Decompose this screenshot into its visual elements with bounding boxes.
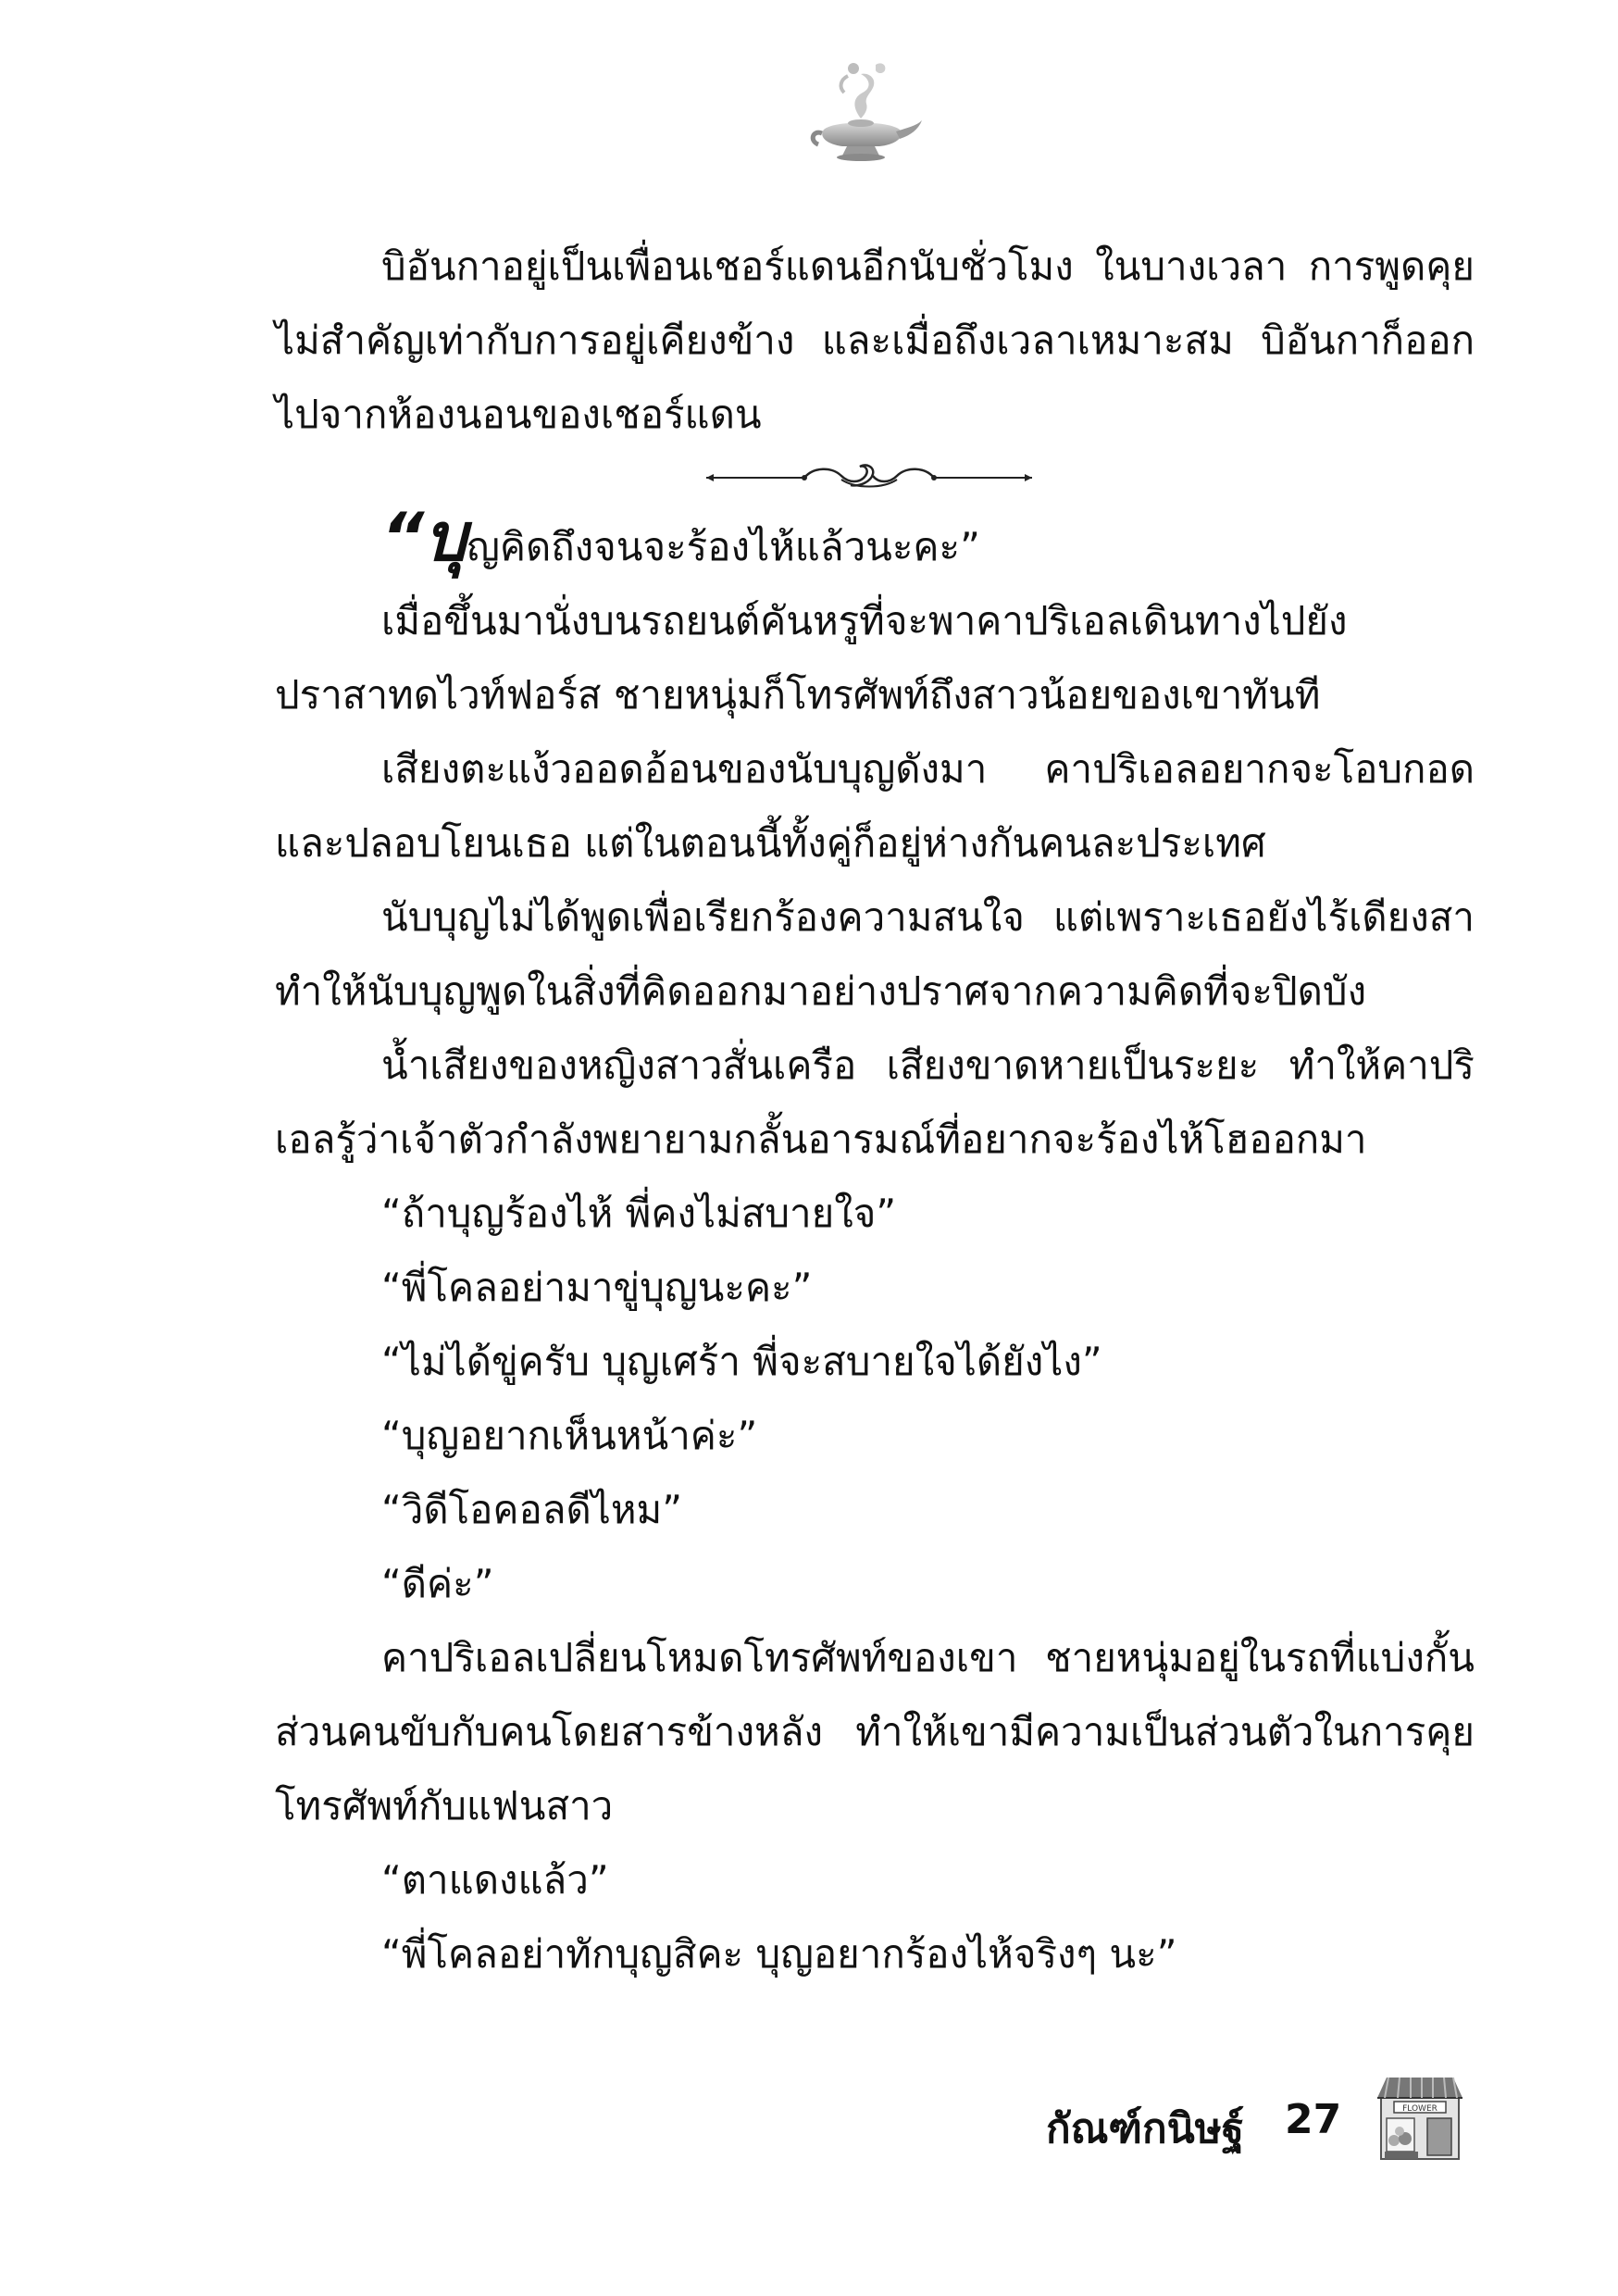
dialog-line: “ตาแดงแล้ว” [381, 1857, 609, 1903]
swirl-divider-icon [703, 459, 1036, 496]
dialog-line: “พี่โคลอย่าทักบุญสิคะ บุญอยากร้องไห้จริงๆ นะ” [381, 1931, 1177, 1977]
paragraph: เมื่อขึ้นมานั่งบนรถยนต์คันหรูที่จะพาคาปริเอลเดินทางไปยังปราสาทดไวท์ฟอร์ส ชายหนุ่มก็โทรศัพท์ถึงสาวน้อยของเขาทันที [275, 598, 1348, 718]
opening-rest: ญคิดถึงจนจะร้องไห้แล้วนะคะ” [467, 524, 980, 569]
page-footer [1046, 2074, 1472, 2166]
flower-shop-icon [1375, 2074, 1464, 2163]
dialog-line: “ไม่ได้ขู่ครับ บุญเศร้า พี่จะสบายใจได้ยังไง” [381, 1339, 1102, 1384]
paragraph: นับบุญไม่ได้พูดเพื่อเรียกร้องความสนใจ แต่เพราะเธอยังไร้เดียงสา ทำให้นับบุญพูดในสิ่งที่คิดออกมาอย่างปราศจากความคิดที่จะปิดบัง [275, 894, 1475, 1014]
paragraph: บิอันกาอยู่เป็นเพื่อนเชอร์แดนอีกนับชั่วโมง ในบางเวลา การพูดคุยไม่สำคัญเท่ากับการอยู่เคียงข้าง และเมื่อถึงเวลาเหมาะสม บิอันกาก็ออกไปจากห้องนอนของเชอร์แดน [275, 243, 1475, 437]
dialog-line: “ดีค่ะ” [381, 1561, 494, 1606]
paragraph: เสียงตะแง้วออดอ้อนของนับบุญดังมา คาปริเอลอยากจะโอบกอดและปลอบโยนเธอ แต่ในตอนนี้ทั้งคู่ก็อยู่ห่างกันคนละประเทศ [275, 746, 1475, 866]
page-number: 27 [1285, 2096, 1342, 2143]
dialog-line: “พี่โคลอย่ามาขู่บุญนะคะ” [381, 1265, 813, 1310]
dialog-line: “วิดีโอคอลดีไหม” [381, 1487, 682, 1532]
opening-line [275, 498, 1475, 584]
drop-quote: “ [381, 498, 425, 576]
paragraph: คาปริเอลเปลี่ยนโหมดโทรศัพท์ของเขา ชายหนุ่มอยู่ในรถที่แบ่งกั้นส่วนคนขับกับคนโดยสารข้างหลัง ทำให้เขามีความเป็นส่วนตัวในการคุยโทรศัพท์กับแฟนสาว [275, 1635, 1475, 1828]
drop-letter: บุ [424, 498, 467, 576]
page-body [275, 230, 1475, 1991]
dialog-line: “ถ้าบุญร้องไห้ พี่คงไม่สบายใจ” [381, 1191, 897, 1236]
shop-sign-text: FLOWER [1402, 2104, 1438, 2114]
author-name: กัณฑ์กนิษฐ์ [1046, 2105, 1244, 2152]
dialog-line: “บุญอยากเห็นหน้าค่ะ” [381, 1413, 758, 1458]
paragraph: น้ำเสียงของหญิงสาวสั่นเครือ เสียงขาดหายเป็นระยะ ทำให้คาปริเอลรู้ว่าเจ้าตัวกำลังพยายามกลั้นอารมณ์ที่อยากจะร้องไห้โฮออกมา [275, 1042, 1475, 1162]
genie-lamp-icon [796, 56, 926, 167]
